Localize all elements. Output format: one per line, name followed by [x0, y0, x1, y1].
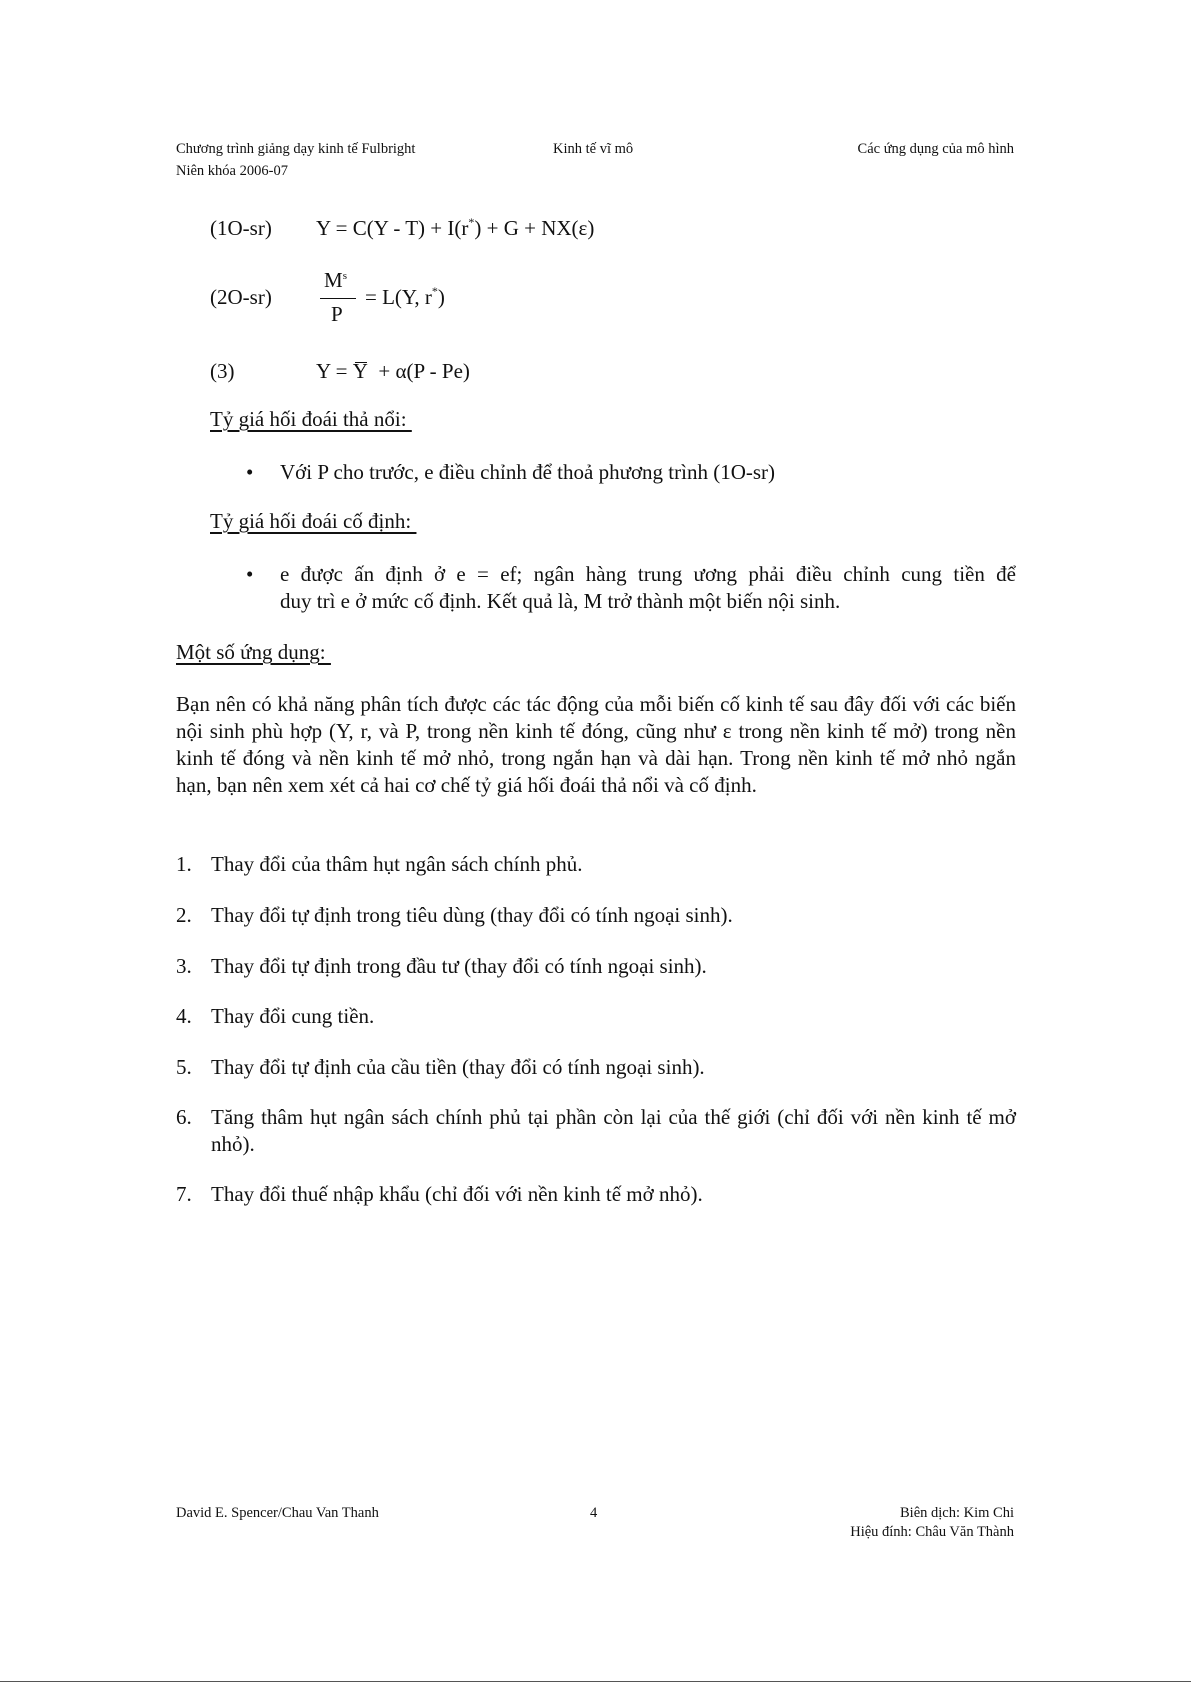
floating-rate-heading: Tỷ giá hối đoái thả nổi:	[210, 407, 412, 431]
bullet-icon: •	[246, 460, 254, 484]
header-topic: Các ứng dụng của mô hình	[857, 141, 1014, 157]
applications-heading: Một số ứng dụng:	[176, 640, 331, 664]
eq1-pre: Y = C(Y - T) + I(r	[316, 216, 469, 240]
bullet-icon: •	[246, 562, 254, 586]
footer-authors: David E. Spencer/Chau Van Thanh	[176, 1505, 379, 1521]
page-bottom-divider	[0, 1681, 1191, 1682]
applications-intro: Bạn nên có khả năng phân tích được các tác động của mỗi biến cố kinh tế sau đây đối với các biến nội sinh phù hợp (Y, r, và P, trong nền kinh tế đóng, cũng như ε trong nền kinh tế mở) trong nền kinh tế đóng và nền kinh tế mở nhỏ, trong ngắn hạn và dài hạn. Trong nền kinh tế mở nhỏ ngắn hạn, bạn nên xem xét cả hai cơ chế tỷ giá hối đoái thả nổi và cố định.	[176, 692, 1016, 797]
header-year: Niên khóa 2006-07	[176, 163, 288, 179]
eq1-sup: *	[468, 215, 475, 229]
eq1-label: (1O-sr)	[210, 216, 272, 240]
eq1-post: ) + G + NX(ε)	[474, 216, 595, 240]
eq1-body	[316, 216, 594, 241]
y-bar-symbol: Y	[352, 359, 368, 383]
eq3-body: Y = Y + α(P - Pe)	[316, 359, 470, 383]
eq3-label: (3)	[210, 359, 235, 383]
footer-editor: Hiệu đính: Châu Văn Thành	[850, 1524, 1014, 1540]
fixed-rate-heading: Tỷ giá hối đoái cố định:	[210, 509, 417, 533]
header-course: Kinh tế vĩ mô	[553, 141, 634, 157]
eq2-denominator: P	[331, 302, 343, 326]
eq2-rhs: = L(Y, r*)	[365, 284, 445, 309]
header-program: Chương trình giảng dạy kinh tế Fulbright	[176, 141, 416, 157]
footer-translator: Biên dịch: Kim Chi	[900, 1505, 1014, 1521]
page-number: 4	[590, 1505, 598, 1521]
eq2-numerator: $M^s$	[324, 268, 347, 292]
eq2-label: (2O-sr)	[210, 285, 272, 309]
fraction-bar	[320, 298, 356, 299]
